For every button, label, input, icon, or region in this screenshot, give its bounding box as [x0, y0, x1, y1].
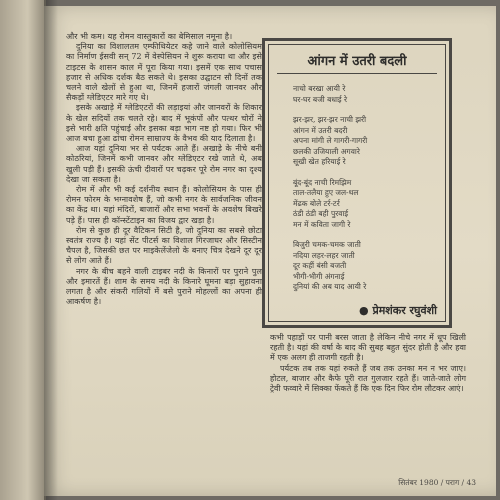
poem-box	[262, 38, 452, 328]
poem-line: बूंद-बूंद नाची रिमझिम	[293, 177, 352, 187]
paragraph: कभी पहाड़ों पर पानी बरस जाता है लेकिन नीचे नगर में धूप खिली रहती है। यहां की वर्षा के बाद की सुबह बहुत सुंदर होती है और हवा में एक अलग ही ताजगी रहती है।	[270, 333, 466, 363]
poem-line: नाचो बरखा आयी रे	[293, 84, 346, 93]
poem-line: झर-झर, झर-झर नाची झरी	[293, 115, 367, 124]
poet-name: ● प्रेमशंकर रघुवंशी	[359, 303, 437, 317]
paragraph: पर्यटक तब तक यहां रुकते हैं जब तक उनका मन न भर जाए। होटल, बाजार और कैफे पूरी रात गुलजार रहते हैं। जाते-जाते लोग ट्रेवी फव्वारे में सिक्का फेंकते हैं कि एक दिन फिर रोम लौटकर आएं।	[270, 363, 466, 394]
poem-line: भीगी-भीगी अंगनाई	[293, 271, 345, 281]
poem-stanza	[277, 84, 437, 105]
paragraph: नगर के बीच बहने वाली टाइबर नदी के किनारों पर पुराने पुल और इमारतें हैं। शाम के समय नदी के किनारे घूमना बड़ा सुहावना लगता है और संकरी गलियों में बसे पुराने मोहल्लों का अपना ही आकर्षण है।	[66, 266, 262, 307]
paragraph: रोम में और भी कई दर्शनीय स्थान हैं। कोलोसियम के पास ही रोमन फोरम के भग्नावशेष हैं, जो कभी नगर के सार्वजनिक जीवन का केंद्र था। यहां मंदिरों, बाजारों और सभा भवनों के अवशेष बिखरे पड़े हैं। पास ही कॉन्स्टेंटाइन का विजय द्वार खड़ा है।	[66, 185, 262, 225]
poem-line: नदिया लहर-लहर जाती	[293, 250, 355, 260]
poem-stanza	[277, 115, 437, 168]
poem-line: आंगन में उतरी बदरी	[293, 125, 348, 135]
previous-page-edge	[0, 0, 46, 500]
poem-line: बिजुरी चमक-चमक जाती	[293, 240, 361, 249]
poem-line: मेंढक बोले टर्र-टर्र	[293, 198, 340, 208]
poem-line: छलकी उजियाली अगवारे	[293, 146, 360, 156]
poem-line: घर-घर बजी बधाई रे	[293, 94, 348, 104]
paragraph: इसके अखाड़े में ग्लेडिएटरों की लड़ाइयां और जानवरों के शिकार के खेल सदियों तक चलते रहे। बाद में भूकंपों और पत्थर चोरों ने इसे भारी क्षति पहुंचाई और इसका बड़ा भाग नष्ट हो गया। फिर भी आज बचा हुआ ढांचा रोमन साम्राज्य के वैभव की याद दिलाता है।	[66, 103, 262, 144]
right-text-column	[270, 333, 466, 394]
poem-line: ताल-तलैया हुए जल-थल	[293, 188, 359, 197]
poem-title: आंगन में उतरी बदली	[277, 51, 437, 74]
poem-line: अपना मांगी ले गागरी-गागरी	[293, 136, 368, 145]
poem-stanza	[277, 240, 437, 293]
poem-line: दुनियां की अब याद आयी रे	[293, 282, 367, 291]
poem-line: ठंडी ठंडी बही पुरवाई	[293, 209, 349, 218]
poem-line: मन में कविता जागी रे	[293, 219, 351, 229]
poem-frame	[268, 44, 446, 322]
page-footer: सितंबर 1980 / पराग / 43	[398, 478, 476, 487]
poem-line: दूर कहीं बंसी बजती	[293, 261, 347, 270]
paragraph: आज यहां दुनिया भर से पर्यटक आते हैं। अखाड़े के नीचे बनी कोठरियां, जिनमें कभी जानवर और ग्लेडिएटर रखे जाते थे, अब खुली पड़ी हैं। इसकी ऊंची दीवारों पर चढ़कर पूरे रोम नगर का दृश्य देखा जा सकता है।	[66, 144, 262, 184]
paragraph: दुनिया का विशालतम एम्फीथियेटर कहे जाने वाले कोलोसियम का निर्माण ईसवी सन् 72 में वेस्पेसियन ने शुरू कराया था और इसे टाइटस के शासन काल में पूरा किया गया। इसमें एक साथ पचास हजार से अधिक दर्शक बैठ सकते थे। इसका उद्घाटन सौ दिनों तक चलने वाले खेलों से हुआ था, जिनमें हजारों जंगली जानवर और सैकड़ों ग्लेडिएटर मारे गए थे।	[66, 42, 262, 103]
poem-stanza	[277, 178, 437, 231]
poem-line: सूखी खेत हरियाई रे	[293, 157, 346, 166]
paragraph: और भी कम। यह रोमन वास्तुकारों का बेमिसाल नमूना है।	[66, 32, 233, 41]
magazine-page	[44, 6, 496, 496]
binding-shadow	[44, 0, 58, 500]
paragraph: रोम से कुछ ही दूर वैटिकन सिटी है, जो दुनिया का सबसे छोटा स्वतंत्र राज्य है। यहां सेंट पीटर्स का विशाल गिरजाघर और सिस्टीन चैपल है, जिसकी छत पर माइकेलेंजेलो के बनाए चित्र देखने दूर दूर से लोग आते हैं।	[66, 225, 262, 266]
left-text-column	[66, 32, 262, 307]
